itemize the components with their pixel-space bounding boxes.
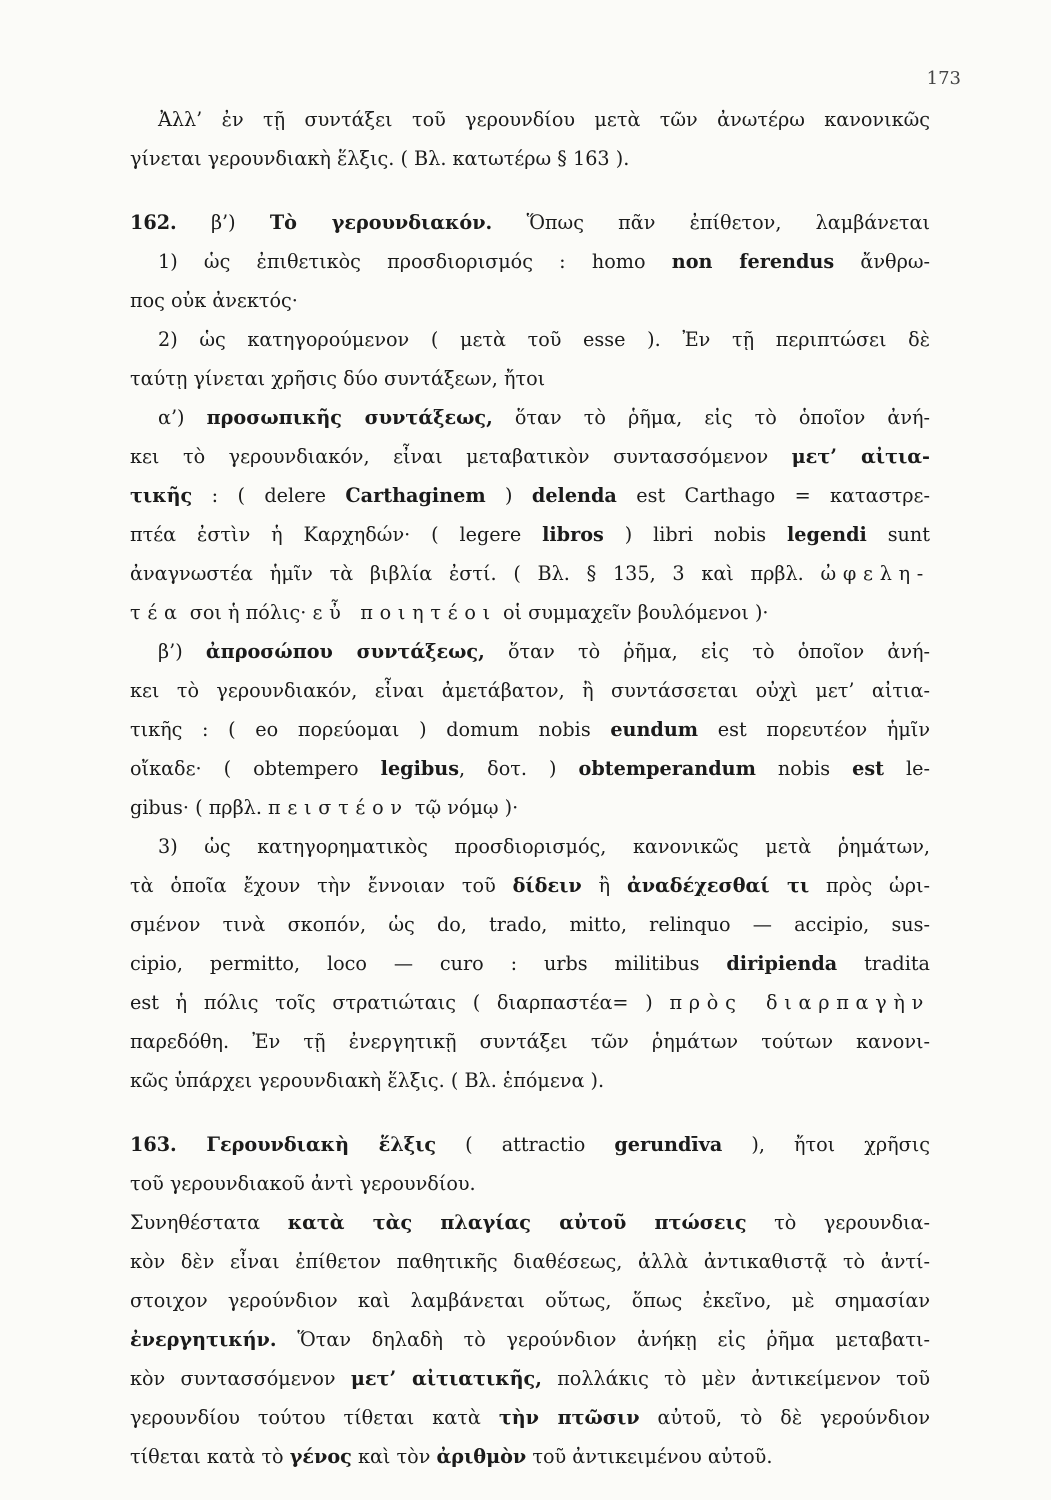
text-line: Συνηθέστατα κατὰ τὰς πλαγίας αὐτοῦ πτώσεις τὸ γερουνδια- [130, 1211, 930, 1234]
text-line: κει τὸ γερουνδιακόν, εἶναι μεταβατικὸν συντασσόμενον μετ’ αἰτια- [130, 445, 931, 468]
text-line: πτέα ἐστὶν ἡ Καρχηδών· ( legere libros ) libri nobis legendi sunt [130, 523, 930, 546]
text-line: gibus· ( πρβλ. πειστέον τῷ νόμῳ )· [130, 796, 519, 819]
text-line: 1) ὡς ἐπιθετικὸς προσδιορισμός : homo non ferendus ἄνθρω- [158, 250, 930, 273]
text-line: τίθεται κατὰ τὸ γένος καὶ τὸν ἀριθμὸν τοῦ ἀντικειμένου αὐτοῦ. [130, 1445, 773, 1468]
text-line: πος οὐκ ἀνεκτός· [130, 289, 298, 312]
text-line: σμένον τινὰ σκοπόν, ὡς do, trado, mitto, relinquo — accipio, sus- [130, 913, 930, 936]
text-line: κὸν δὲν εἶναι ἐπίθετον παθητικῆς διαθέσεως, ἀλλὰ ἀντικαθιστᾷ τὸ ἀντί- [130, 1250, 930, 1273]
text-line: 2) ὡς κατηγορούμενον ( μετὰ τοῦ esse ). Ἐν τῇ περιπτώσει δὲ [158, 328, 930, 351]
text-line: cipio, permitto, loco — curo : urbs militibus diripienda tradita [130, 952, 930, 975]
text-line: ταύτῃ γίνεται χρῆσις δύο συντάξεων, ἤτοι [130, 367, 546, 390]
text-line: Ἀλλ’ ἐν τῇ συντάξει τοῦ γερουνδίου μετὰ τῶν ἀνωτέρω κανονικῶς [158, 108, 930, 131]
text-line: τέα σοι ἡ πόλις· εὖ ποιητέοι οἱ συμμαχεῖν βουλόμενοι )· [130, 601, 769, 624]
text-line: κῶς ὑπάρχει γερουνδιακὴ ἕλξις. ( Βλ. ἑπόμενα ). [130, 1069, 605, 1092]
text-line: γερουνδίου τούτου τίθεται κατὰ τὴν πτῶσιν αὐτοῦ, τὸ δὲ γερούνδιον [130, 1406, 931, 1429]
text-line: κὸν συντασσόμενον μετ’ αἰτιατικῆς, πολλάκις τὸ μὲν ἀντικείμενον τοῦ [130, 1367, 930, 1390]
body-text [130, 100, 930, 1476]
text-line: β’) ἀπροσώπου συντάξεως, ὅταν τὸ ῥῆμα, εἰς τὸ ὁποῖον ἀνή- [158, 640, 930, 663]
text-line: οἴκαδε· ( obtempero legibus, δοτ. ) obtemperandum nobis est le- [130, 757, 931, 780]
paragraph-gap [130, 178, 930, 203]
text-line: γίνεται γερουνδιακὴ ἕλξις. ( Βλ. κατωτέρω § 163 ). [130, 147, 630, 170]
text-line: 3) ὡς κατηγορηματικὸς προσδιορισμός, κανονικῶς μετὰ ῥημάτων, [158, 835, 930, 858]
text-line: ἀναγνωστέα ἡμῖν τὰ βιβλία ἐστί. ( Βλ. § 135, 3 καὶ πρβλ. ὠφελη- [130, 562, 930, 585]
text-line: 162. β’) Τὸ γερουνδιακόν. Ὅπως πᾶν ἐπίθετον, λαμβάνεται [130, 211, 930, 234]
text-line: τὰ ὁποῖα ἔχουν τὴν ἔννοιαν τοῦ δίδειν ἢ ἀναδέχεσθαί τι πρὸς ὡρι- [130, 874, 930, 897]
text-line: κει τὸ γερουνδιακόν, εἶναι ἀμετάβατον, ἢ συντάσσεται οὐχὶ μετ’ αἰτια- [130, 679, 930, 702]
page-number: 173 [926, 68, 961, 89]
text-line: τικῆς : ( eo πορεύομαι ) domum nobis eundum est πορευτέον ἡμῖν [130, 718, 930, 741]
text-line: α’) προσωπικῆς συντάξεως, ὅταν τὸ ῥῆμα, εἰς τὸ ὁποῖον ἀνή- [158, 406, 930, 429]
text-line: 163. Γερουνδιακὴ ἕλξις ( attractio gerundīva ), ἤτοι χρῆσις [130, 1133, 930, 1156]
text-line: τοῦ γερουνδιακοῦ ἀντὶ γερουνδίου. [130, 1172, 476, 1195]
paragraph-gap [130, 1100, 930, 1125]
text-line: στοιχον γερούνδιον καὶ λαμβάνεται οὕτως, ὅπως ἐκεῖνο, μὲ σημασίαν [130, 1289, 930, 1312]
text-line: est ἡ πόλις τοῖς στρατιώταις ( διαρπαστέα= ) πρὸς διαρπαγὴν [130, 991, 930, 1014]
text-line: τικῆς : ( delere Carthaginem ) delenda est Carthago = καταστρε- [130, 484, 930, 507]
text-line: ἐνεργητικήν. Ὅταν δηλαδὴ τὸ γερούνδιον ἀνήκῃ εἰς ῥῆμα μεταβατι- [130, 1328, 930, 1351]
text-line: παρεδόθη. Ἐν τῇ ἐνεργητικῇ συντάξει τῶν ῥημάτων τούτων κανονι- [130, 1030, 930, 1053]
